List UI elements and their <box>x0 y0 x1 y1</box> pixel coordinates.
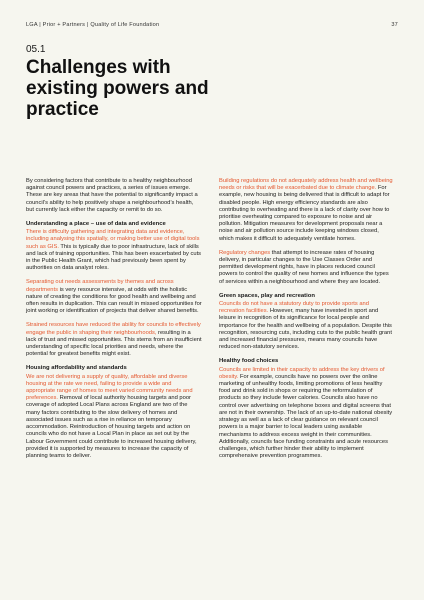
paragraph <box>219 301 395 351</box>
page-number: 37 <box>391 22 398 28</box>
highlight-text: Building regulations do not adequately address health and wellbeing needs or risks that will be exacerbated due to climate change. <box>219 178 393 192</box>
paragraph <box>219 250 395 286</box>
body-text: Removal of local authority housing targets and poor coverage of adopted Local Plans across England are two of the many factors contributing to the slow delivery of homes and associated issues such as a rise in reliance on temporary accommodation. Reintroduction of housing targets and action on councils who do not have a Local Plan in place as set out by the Labour Government could contribute to increased housing delivery, provided it is supported by measures to increase the capacity of planning teams to deliver. <box>26 395 197 459</box>
section-number: 05.1 <box>26 44 46 55</box>
subheading-green-spaces: Green spaces, play and recreation <box>219 292 315 299</box>
highlight-text: We are not delivering a supply of quality, affordable and diverse housing at the rate we need, failing to provide a wide and appropriate range of homes to meet varied community needs and preferences. <box>26 373 193 402</box>
body-text: resulting in a lack of trust and missed opportunities. This stems from an insufficient understanding of specific local priorities and needs, where the potential for greatest benefits might exist. <box>26 329 202 358</box>
body-text: For example, councils have no powers over the online marketing of unhealthy foods, limiting promotions of less healthy food and drink sold in shops or requiring the reformulation of products so they include fewer calories. Councils also have no control over advertising on telephone boxes and digital screens that are not in their ownership. The lack of an up-to-date national obesity strategy as well as a lack of clear guidance on relevant council powers is a major barrier to local leaders using available mechanisms to address excess weight in their communities. Additionally, councils face funding constraints and acute resources challenges, which further hinder their ability to implement comprehensive prevention programmes. <box>219 373 393 460</box>
page-title: Challenges with existing powers and practice <box>26 57 209 120</box>
paragraph <box>26 229 202 272</box>
highlight-text: Councils are limited in their capacity to address the key drivers of obesity. <box>219 366 385 380</box>
intro-paragraph: By considering factors that contribute to a healthy neighbourhood against council powers and practices, a series of issues emerge. These are key areas that have the potential to significantly impact a council’s ability to help positively shape a neighbourhood’s health, but currently lack either the capacity or remit to do so. <box>26 178 198 213</box>
page-header <box>26 22 398 32</box>
body-text: However, many have invested in sport and leisure in recognition of its significance for local people and importance for the health and wellbeing of a population. Despite this recognition, resourcing cuts, including cuts to the public health grant and increased financial pressures, means many councils have reduced non-statutory services. <box>219 308 392 351</box>
subheading-housing: Housing affordability and standards <box>26 365 127 372</box>
highlight-text: Regulatory changes <box>219 249 271 256</box>
paragraph <box>219 178 395 243</box>
subheading-healthy-food: Healthy food choices <box>219 358 279 365</box>
left-column <box>26 178 202 467</box>
body-text: is very resource intensive, at odds with the holistic nature of creating the conditions for good health and wellbeing and often results in duplication. This can result in missed opportunities for joint working or identification of projects that deliver shared benefits. <box>26 286 202 315</box>
body-text: For example, new housing is being delivered that is difficult to adapt for disabled people. High energy efficiency standards are also contributing to overheating and there is a lack of clarity over how to prioritise overheating compared to exposure to noise and air pollution. Mitigation measures for development proposals near a noise and air pollution source include keeping windows closed, which makes it difficult to adequately ventilate homes. <box>219 185 390 242</box>
subheading-data-evidence: Understanding a place – use of data and evidence <box>26 221 166 228</box>
paragraph <box>26 279 202 315</box>
highlight-text: Separating out needs assessments by themes and across departments <box>26 279 174 293</box>
body-text: that attempt to increase rates of housing delivery, in particular changes to the Use Classes Order and permitted development rights, have in places reduced council powers to control the quality of new homes and influence the types of services within a neighbourhood and where they are located. <box>219 249 389 285</box>
right-column <box>219 178 395 467</box>
highlight-text: There is difficulty gathering and integrating data and evidence, including analysing this spatially, or making better use of digital tools such as GIS. <box>26 229 200 250</box>
paragraph <box>219 367 395 461</box>
highlight-text: Strained resources have reduced the ability for councils to effectively engage the public in shaping their neighbourhoods, <box>26 322 201 336</box>
paragraph <box>26 322 202 358</box>
header-title: LGA | Prior + Partners | Quality of Life Foundation <box>26 22 160 28</box>
highlight-text: Councils do not have a statutory duty to provide sports and recreation facilities. <box>219 301 369 315</box>
paragraph <box>26 374 202 460</box>
body-text: This is typically due to poor infrastructure, lack of skills and lack of training opportunities. This has been exacerbated by cuts in the Public Health Grant, which had previously been spent by authorities on data analyst roles. <box>26 243 202 272</box>
